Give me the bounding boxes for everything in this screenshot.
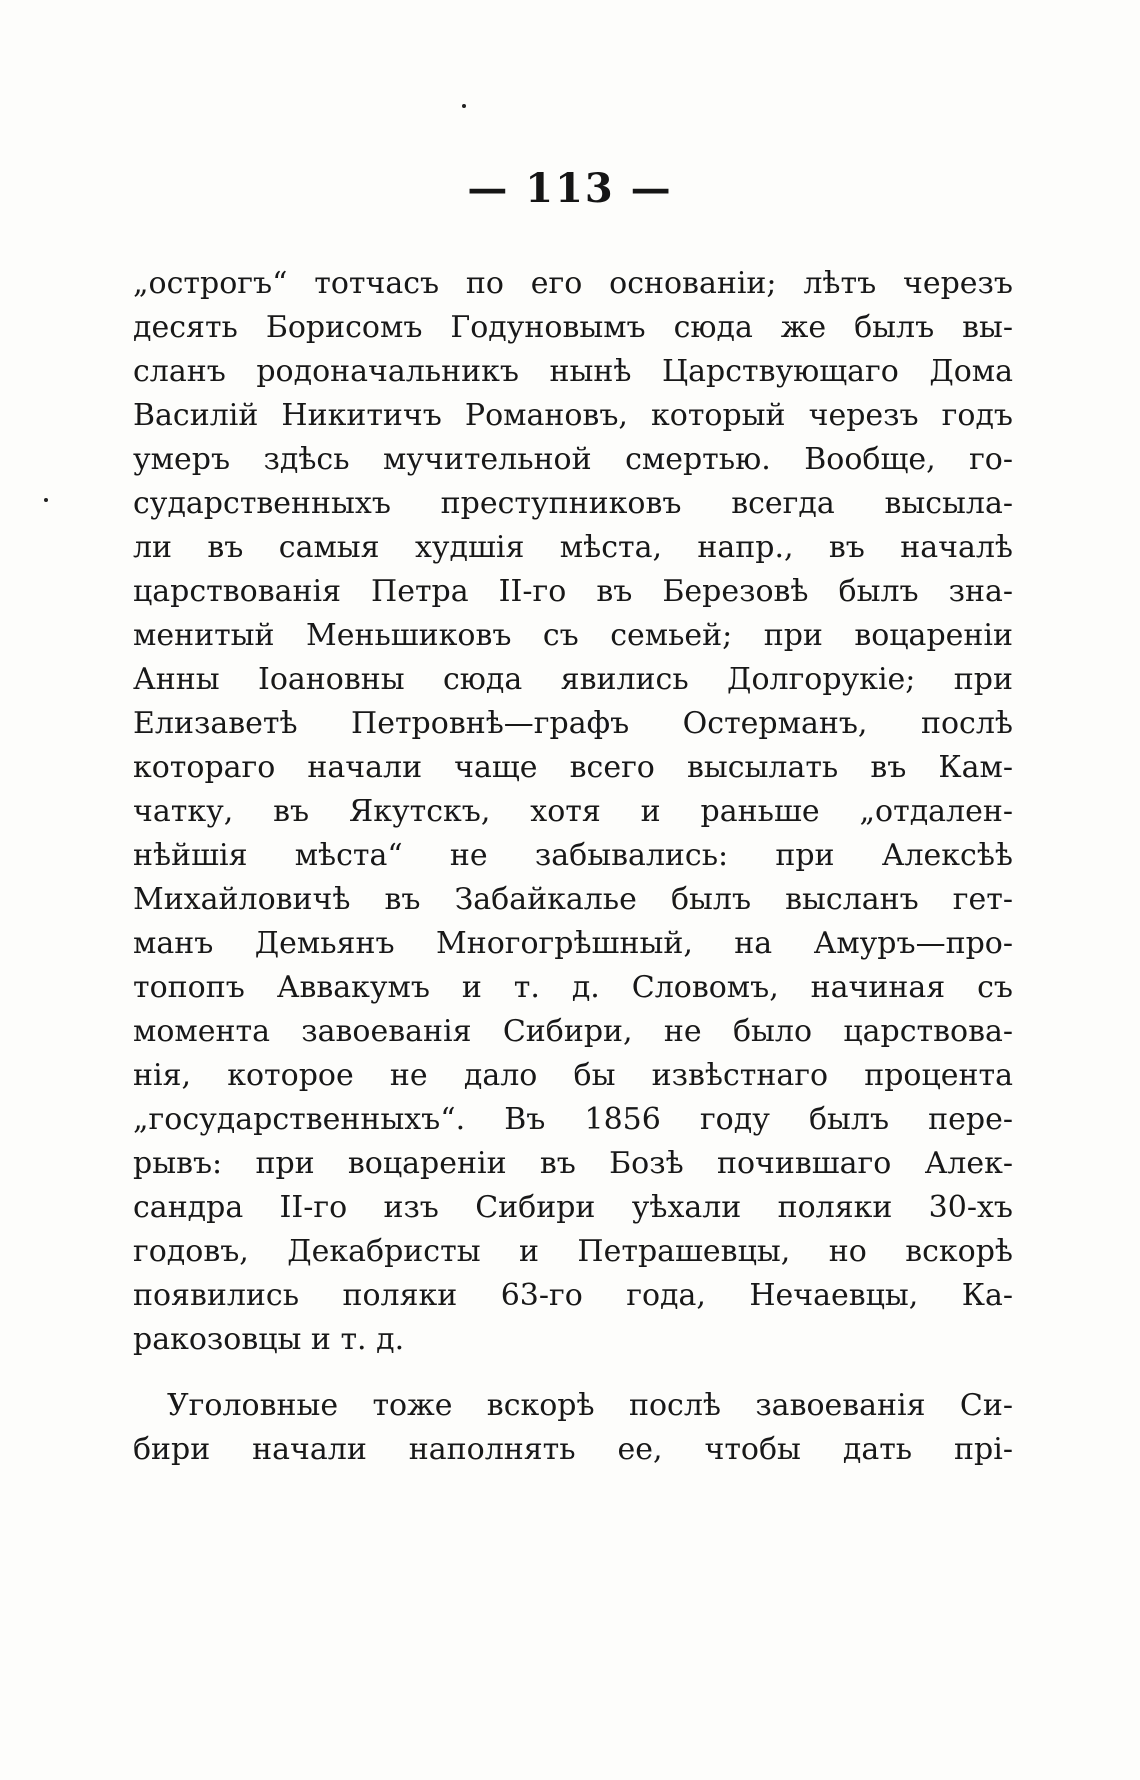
page-number: — 113 — bbox=[467, 165, 673, 212]
text-line: рывъ: при воцареніи въ Бозѣ почившаго Алек- bbox=[133, 1146, 1013, 1181]
text-line: сандра II-го изъ Сибири уѣхали поляки 30-хъ bbox=[133, 1190, 1013, 1225]
text-line: топопъ Аввакумъ и т. д. Словомъ, начиная съ bbox=[133, 970, 1013, 1005]
text-line: нія, которое не дало бы извѣстнаго процента bbox=[133, 1058, 1013, 1093]
text-line: Василій Никитичъ Романовъ, который черезъ годъ bbox=[133, 398, 1013, 433]
text-line: момента завоеванія Сибири, не было царствова- bbox=[133, 1014, 1013, 1049]
text-line: умеръ здѣсь мучительной смертью. Вообще, го- bbox=[133, 442, 1013, 477]
text-line: годовъ, Декабристы и Петрашевцы, но вскорѣ bbox=[133, 1234, 1013, 1269]
text-line: менитый Меньшиковъ съ семьей; при воцареніи bbox=[133, 618, 1013, 653]
text-line: бири начали наполнять ее, чтобы дать прі- bbox=[133, 1432, 1013, 1467]
text-line: сударственныхъ преступниковъ всегда высыла- bbox=[133, 486, 1013, 521]
text-line: ли въ самыя худшія мѣста, напр., въ началѣ bbox=[133, 530, 1013, 565]
text-line: чатку, въ Якутскъ, хотя и раньше „отдален- bbox=[133, 794, 1013, 829]
text-line: сланъ родоначальникъ нынѣ Царствующаго Дома bbox=[133, 354, 1013, 389]
text-line: манъ Демьянъ Многогрѣшный, на Амуръ—про- bbox=[133, 926, 1013, 961]
ink-speck bbox=[44, 498, 48, 502]
paragraph-spacer bbox=[133, 1362, 1013, 1384]
text-line: появились поляки 63-го года, Нечаевцы, Ка- bbox=[133, 1278, 1013, 1313]
text-line: царствованія Петра II-го въ Березовѣ былъ зна- bbox=[133, 574, 1013, 609]
text-line: Елизаветѣ Петровнѣ—графъ Остерманъ, послѣ bbox=[133, 706, 1013, 741]
text-line: Михайловичѣ въ Забайкалье былъ высланъ гет- bbox=[133, 882, 1013, 917]
text-line: „государственныхъ“. Въ 1856 году былъ пере- bbox=[133, 1102, 1013, 1137]
text-line: десять Борисомъ Годуновымъ сюда же былъ вы- bbox=[133, 310, 1013, 345]
body-text bbox=[133, 262, 1013, 1472]
text-line: „острогъ“ тотчасъ по его основаніи; лѣтъ черезъ bbox=[133, 266, 1013, 301]
paragraph-1 bbox=[133, 262, 1013, 1362]
text-line: Анны Іоановны сюда явились Долгорукіе; при bbox=[133, 662, 1013, 697]
text-line: Уголовные тоже вскорѣ послѣ завоеванія Си- bbox=[167, 1388, 1013, 1423]
text-line: нѣйшія мѣста“ не забывались: при Алексѣѣ bbox=[133, 838, 1013, 873]
ink-speck bbox=[462, 104, 466, 108]
paragraph-2 bbox=[133, 1384, 1013, 1472]
text-line: котораго начали чаще всего высылать въ Кам- bbox=[133, 750, 1013, 785]
text-line: ракозовцы и т. д. bbox=[133, 1322, 405, 1357]
